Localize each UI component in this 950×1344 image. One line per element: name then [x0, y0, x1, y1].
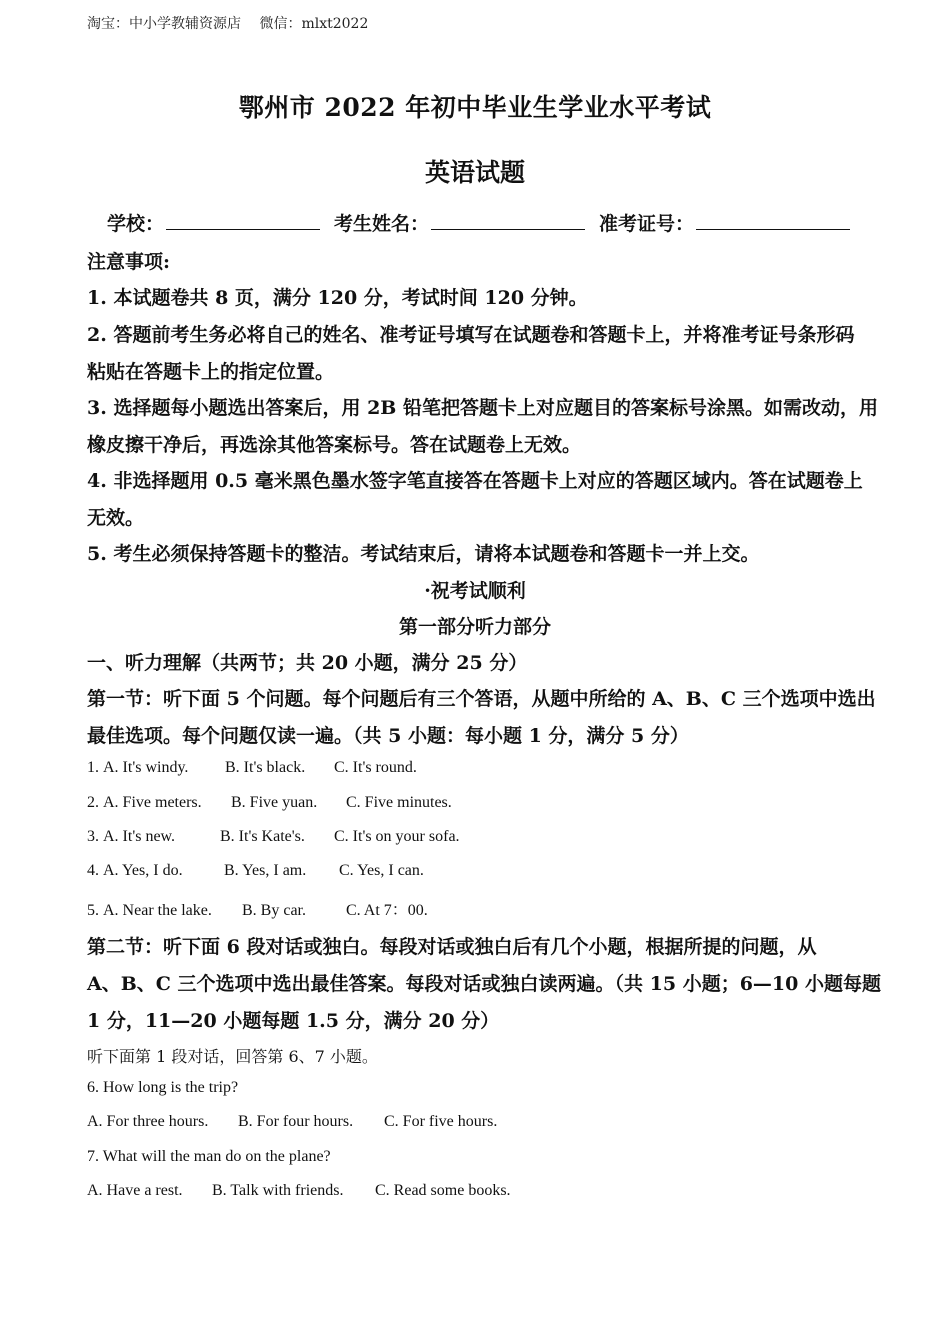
- option-b[interactable]: B. Talk with friends.: [212, 1182, 344, 1199]
- section1-intro-line: 第一节：听下面 5 个问题。每个问题后有三个答语，从题中所给的 A、B、C 三个选项中选出: [87, 688, 876, 710]
- notice-line: 4. 非选择题用 0.5 毫米黑色墨水签字笔直接答在答题卡上对应的答题区域内。答在试题卷上: [87, 470, 863, 492]
- option-c[interactable]: C. Yes, I can.: [339, 862, 424, 879]
- school-field[interactable]: [107, 209, 320, 236]
- option-b[interactable]: B. It's Kate's.: [220, 828, 305, 845]
- exam-subtitle: 英语试题: [424, 158, 525, 187]
- section-one-heading: 一、听力理解（共两节；共 20 小题，满分 25 分）: [87, 652, 528, 674]
- question-item: [87, 759, 877, 777]
- question-number: 3.: [87, 828, 99, 845]
- part-one-heading: 第一部分听力部分: [398, 616, 551, 638]
- notice-line: 5. 考生必须保持答题卡的整洁。考试结束后，请将本试题卷和答题卡一并上交。: [87, 543, 760, 565]
- page-header: [87, 13, 382, 33]
- question-item: [87, 862, 877, 880]
- school-blank[interactable]: [166, 211, 320, 230]
- notice-line: 2. 答题前考生务必将自己的姓名、准考证号填写在试题卷和答题卡上，并将准考证号条形码: [87, 324, 855, 346]
- header-taobao: 淘宝：中小学教辅资源店: [87, 16, 241, 32]
- option-c[interactable]: C. It's round.: [334, 759, 417, 776]
- option-a[interactable]: A. Five meters.: [103, 794, 202, 811]
- notice-line: 粘贴在答题卡上的指定位置。: [87, 361, 335, 383]
- question-number: 5.: [87, 902, 99, 919]
- notice-line: 橡皮擦干净后，再选涂其他答案标号。答在试题卷上无效。: [87, 434, 582, 456]
- question-number: 2.: [87, 794, 99, 811]
- option-b[interactable]: B. Yes, I am.: [224, 862, 307, 879]
- option-a[interactable]: A. Yes, I do.: [103, 862, 183, 879]
- option-b[interactable]: B. It's black.: [225, 759, 306, 776]
- notice-line: 无效。: [87, 507, 145, 529]
- option-c[interactable]: C. Read some books.: [375, 1182, 511, 1199]
- notice-line: 1. 本试题卷共 8 页，满分 120 分，考试时间 120 分钟。: [87, 287, 588, 309]
- option-a[interactable]: A. It's windy.: [103, 759, 189, 776]
- notice-line: 3. 选择题每小题选出答案后，用 2B 铅笔把答题卡上对应题目的答案标号涂黑。如需改动，用: [87, 397, 878, 419]
- question-stem: 6. How long is the trip?: [87, 1079, 239, 1096]
- question-item: [87, 828, 877, 846]
- name-field[interactable]: [334, 209, 585, 236]
- dialogue-note: 听下面第 1 段对话，回答第 6、7 小题。: [87, 1047, 378, 1066]
- section1-intro-line: 最佳选项。每个问题仅读一遍。（共 5 小题：每小题 1 分，满分 5 分）: [87, 725, 689, 747]
- option-a[interactable]: A. For three hours.: [87, 1113, 209, 1130]
- question-number: 1.: [87, 759, 99, 776]
- section2-intro-line: 第二节：听下面 6 段对话或独白。每段对话或独白后有几个小题，根据所提的问题，从: [87, 936, 817, 958]
- question-stem: 7. What will the man do on the plane?: [87, 1148, 331, 1165]
- option-c[interactable]: C. It's on your sofa.: [334, 828, 460, 845]
- blessing: ·祝考试顺利: [424, 580, 526, 602]
- name-blank[interactable]: [431, 211, 585, 230]
- option-c[interactable]: C. Five minutes.: [346, 794, 452, 811]
- id-blank[interactable]: [696, 211, 850, 230]
- question-item: [87, 897, 877, 920]
- question-options: [87, 1113, 877, 1131]
- id-label: 准考证号：: [599, 213, 695, 235]
- option-c[interactable]: C. At 7：00.: [346, 902, 428, 919]
- option-a[interactable]: A. It's new.: [103, 828, 176, 845]
- header-wechat: 微信：mlxt2022: [259, 16, 369, 32]
- section2-intro-line: A、B、C 三个选项中选出最佳答案。每段对话或独白读两遍。（共 15 小题；6—10 小题每题: [87, 973, 881, 995]
- question-item: [87, 794, 877, 812]
- option-b[interactable]: B. By car.: [242, 902, 306, 919]
- option-a[interactable]: A. Have a rest.: [87, 1182, 183, 1199]
- candidate-fields: [107, 209, 864, 236]
- name-label: 考生姓名：: [334, 213, 430, 235]
- option-b[interactable]: B. For four hours.: [238, 1113, 354, 1130]
- option-a[interactable]: A. Near the lake.: [103, 902, 212, 919]
- question-number: 4.: [87, 862, 99, 879]
- option-b[interactable]: B. Five yuan.: [231, 794, 318, 811]
- option-c[interactable]: C. For five hours.: [384, 1113, 498, 1130]
- school-label: 学校：: [107, 213, 165, 235]
- id-field[interactable]: [599, 209, 850, 236]
- question-options: [87, 1182, 877, 1200]
- section2-intro-line: 1 分，11—20 小题每题 1.5 分，满分 20 分）: [87, 1010, 500, 1032]
- exam-title: 鄂州市 2022 年初中毕业生学业水平考试: [238, 93, 712, 122]
- notice-heading: 注意事项:: [87, 251, 171, 273]
